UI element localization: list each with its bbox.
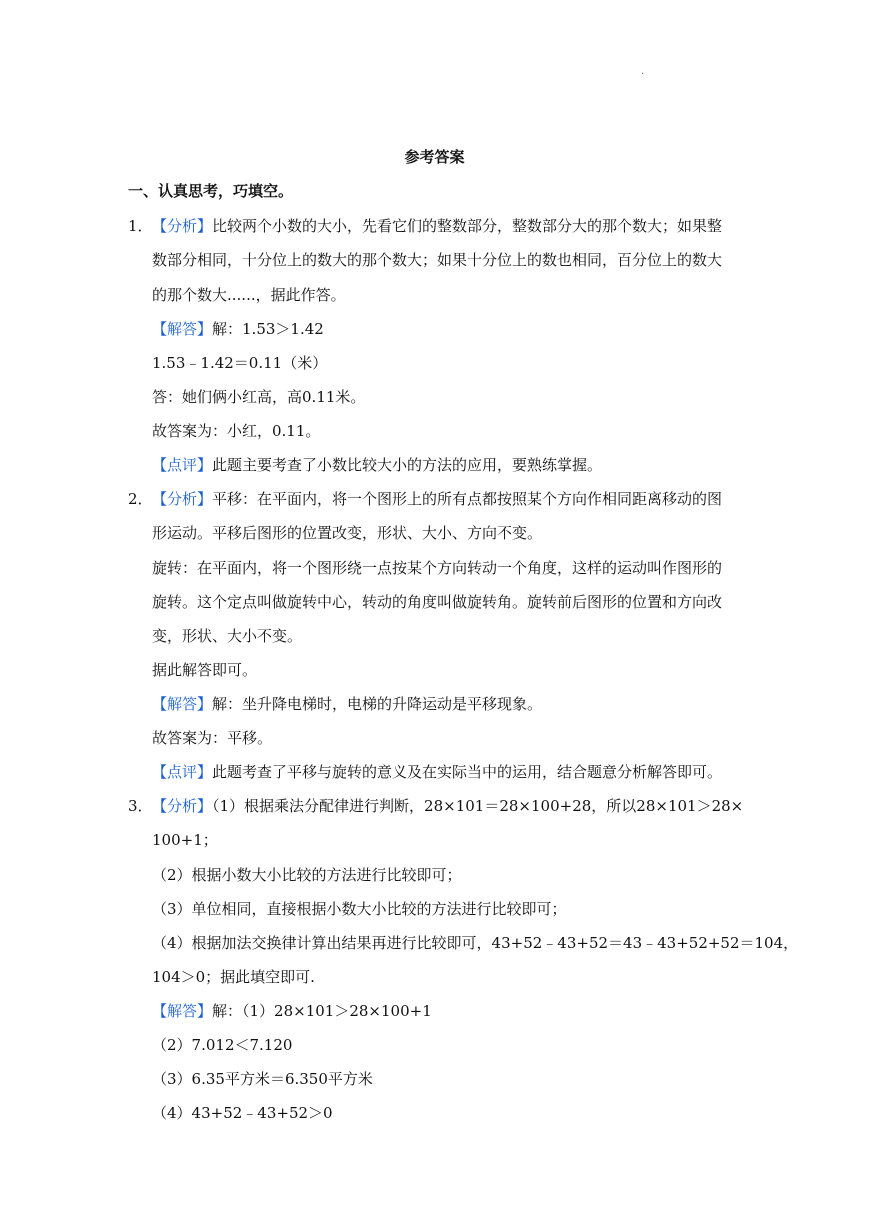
analysis-tag: 【分析】 bbox=[152, 217, 213, 235]
page-title: 参考答案 bbox=[404, 148, 465, 166]
analysis-line bbox=[152, 215, 722, 236]
header-mark: . bbox=[641, 66, 645, 77]
analysis-tag: 【分析】 bbox=[152, 797, 213, 815]
answer-line bbox=[152, 318, 324, 339]
comment-line bbox=[152, 761, 722, 782]
comment-text: 此题主要考查了小数比较大小的方法的应用，要熟练掌握。 bbox=[212, 456, 603, 474]
answer-tag: 【解答】 bbox=[152, 1002, 213, 1020]
analysis-line: 的那个数大......，据此作答。 bbox=[152, 286, 346, 304]
answer-text: 解：（1）28×101＞28×100+1 bbox=[212, 1002, 432, 1020]
analysis-line bbox=[152, 795, 743, 816]
answer-line: （3）6.35平方米＝6.350平方米 bbox=[152, 1070, 373, 1088]
answer-line: （2）7.012＜7.120 bbox=[152, 1036, 293, 1054]
answer-tag: 【解答】 bbox=[152, 320, 213, 338]
analysis-line: 形运动。平移后图形的位置改变，形状、大小、方向不变。 bbox=[152, 524, 543, 542]
answer-line bbox=[152, 1000, 432, 1021]
answer-text: 解：1.53＞1.42 bbox=[212, 320, 324, 338]
answer-line: 故答案为：平移。 bbox=[152, 729, 273, 747]
answer-tag: 【解答】 bbox=[152, 695, 213, 713]
analysis-line: 104＞0；据此填空即可. bbox=[152, 968, 315, 986]
question-number: 1． bbox=[128, 217, 153, 235]
analysis-text: （1）根据乘法分配律进行判断，28×101＝28×100+28，所以28×101＞28× bbox=[212, 797, 744, 815]
analysis-tag: 【分析】 bbox=[152, 490, 213, 508]
comment-tag: 【点评】 bbox=[152, 763, 213, 781]
analysis-text: 平移：在平面内，将一个图形上的所有点都按照某个方向作相同距离移动的图 bbox=[212, 490, 723, 508]
analysis-line: （2）根据小数大小比较的方法进行比较即可； bbox=[152, 866, 462, 884]
analysis-line: 变，形状、大小不变。 bbox=[152, 627, 303, 645]
comment-line bbox=[152, 454, 602, 475]
analysis-line: （3）单位相同，直接根据小数大小比较的方法进行比较即可； bbox=[152, 900, 567, 918]
answer-line bbox=[152, 693, 542, 714]
answer-line: （4）43+52﹣43+52＞0 bbox=[152, 1104, 333, 1122]
analysis-line: 100+1； bbox=[152, 831, 218, 849]
section-heading: 一、认真思考，巧填空。 bbox=[128, 182, 294, 200]
answer-text: 解：坐升降电梯时，电梯的升降运动是平移现象。 bbox=[212, 695, 543, 713]
answer-line: 答：她们俩小红高，高0.11米。 bbox=[152, 388, 366, 406]
comment-tag: 【点评】 bbox=[152, 456, 213, 474]
analysis-line: （4）根据加法交换律计算出结果再进行比较即可，43+52﹣43+52＝43﹣43+52+52＝104， bbox=[152, 934, 799, 952]
analysis-line: 数部分相同，十分位上的数大的那个数大；如果十分位上的数也相同，百分位上的数大 bbox=[152, 251, 723, 269]
analysis-line: 据此解答即可。 bbox=[152, 661, 258, 679]
question-number: 3． bbox=[128, 797, 153, 815]
question-number: 2． bbox=[128, 490, 153, 508]
analysis-text: 比较两个小数的大小，先看它们的整数部分，整数部分大的那个数大；如果整 bbox=[212, 217, 723, 235]
analysis-line: 旋转：在平面内，将一个图形绕一点按某个方向转动一个角度，这样的运动叫作图形的 bbox=[152, 559, 723, 577]
answer-line: 1.53﹣1.42＝0.11（米） bbox=[152, 354, 328, 372]
comment-text: 此题考查了平移与旋转的意义及在实际当中的运用，结合题意分析解答即可。 bbox=[212, 763, 723, 781]
answer-line: 故答案为：小红，0.11。 bbox=[152, 422, 321, 440]
analysis-line bbox=[152, 488, 722, 509]
analysis-line: 旋转。这个定点叫做旋转中心，转动的角度叫做旋转角。旋转前后图形的位置和方向改 bbox=[152, 593, 723, 611]
